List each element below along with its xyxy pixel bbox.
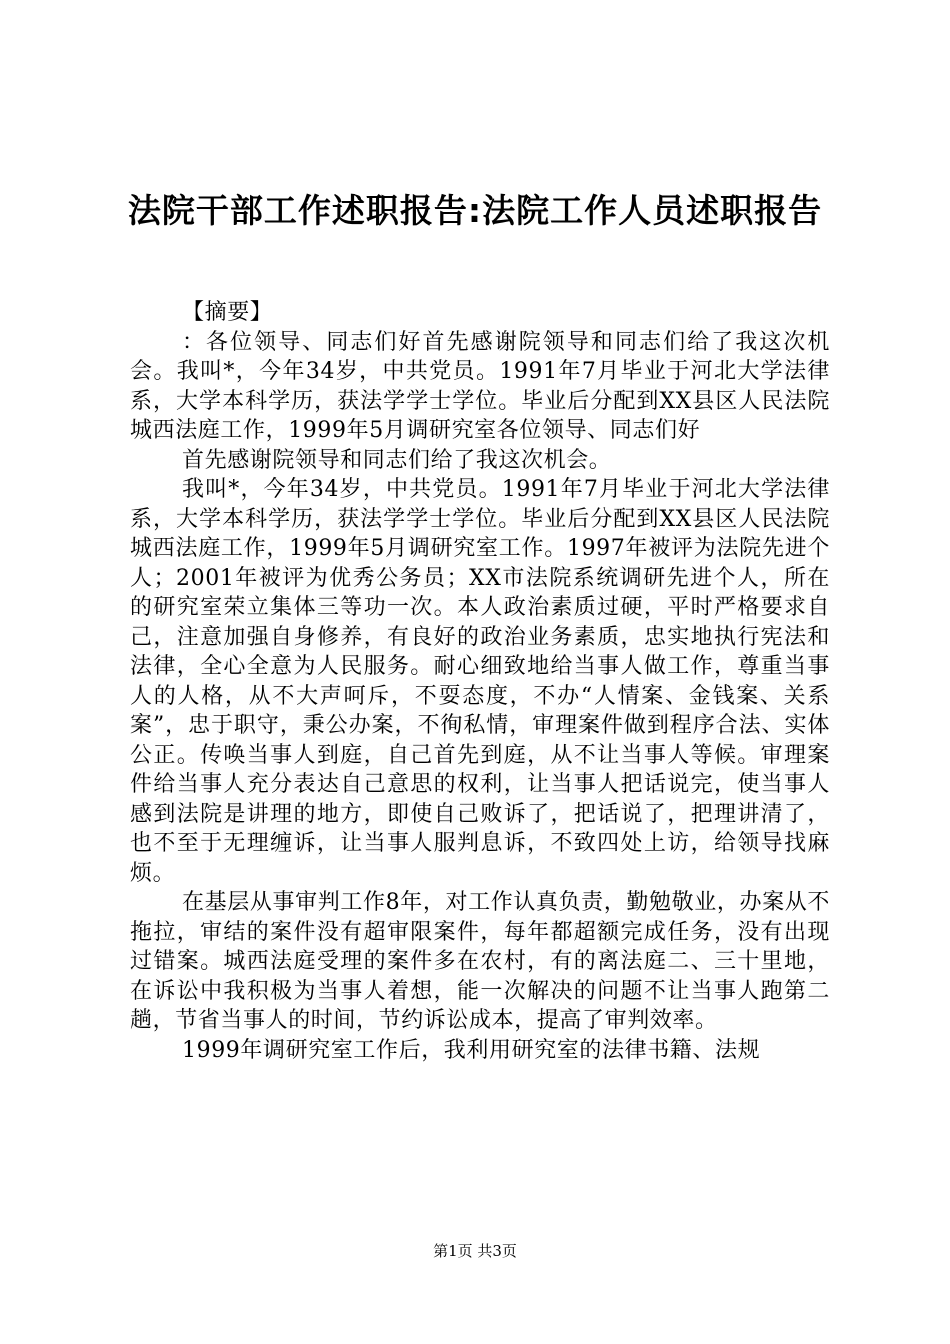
paragraph-thanks: 首先感谢院领导和同志们给了我这次机会。 [182, 447, 612, 473]
abstract-heading: 【摘要】 [182, 300, 273, 325]
document-title: 法院干部工作述职报告:法院工作人员述职报告 [127, 191, 823, 230]
paragraph-introduction: 我叫*，今年34岁，中共党员。1991年7月毕业于河北大学法律系，大学本科学历，获法学学士学位。毕业后分配到XX县区人民法院城西法庭工作，1999年5月调研究室工作。1997年被评为法院先进个人；2001年被评为优秀公务员；XX市法院系统调研先进个人，所在的研究室荣立集体三等功一次。本人政治素质过硬，平时严格要求自己，注意加强自身修养，有良好的政治业务素质，忠实地执行宪法和法律，全心全意为人民服务。耐心细致地给当事人做工作，尊重当事人的人格，从不大声呵斥，不耍态度，不办“人情案、金钱案、关系案”，忠于职守，秉公办案，不徇私情，审理案件做到程序合法、实体公正。传唤当事人到庭，自己首先到庭，从不让当事人等候。审理案件给当事人充分表达自己意思的权利，让当事人把话说完，使当事人感到法院是讲理的地方，即使自己败诉了，把话说了，把理讲清了，也不至于无理缠诉，让当事人服判息诉，不致四处上访，给领导找麻烦。 [130, 477, 830, 886]
abstract-paragraph: ：各位领导、同志们好首先感谢院领导和同志们给了我这次机会。我叫*，今年34岁，中共党员。1991年7月毕业于河北大学法律系，大学本科学历，获法学学士学位。毕业后分配到XX县区人民法院城西法庭工作，1999年5月调研究室各位领导、同志们好 [130, 329, 830, 443]
page-footer: 第1页 共3页 [433, 1242, 517, 1260]
paragraph-trial-work: 在基层从事审判工作8年，对工作认真负责，勤勉敬业，办案从不拖拉，审结的案件没有超审限案件，每年都超额完成任务，没有出现过错案。城西法庭受理的案件多在农村，有的离法庭二、三十里地，在诉讼中我积极为当事人着想，能一次解决的问题不让当事人跑第二趟，节省当事人的时间，节约诉讼成本，提高了审判效率。 [130, 890, 830, 1033]
paragraph-research-office: 1999年调研究室工作后，我利用研究室的法律书籍、法规 [182, 1037, 761, 1063]
document-body [130, 298, 830, 1065]
